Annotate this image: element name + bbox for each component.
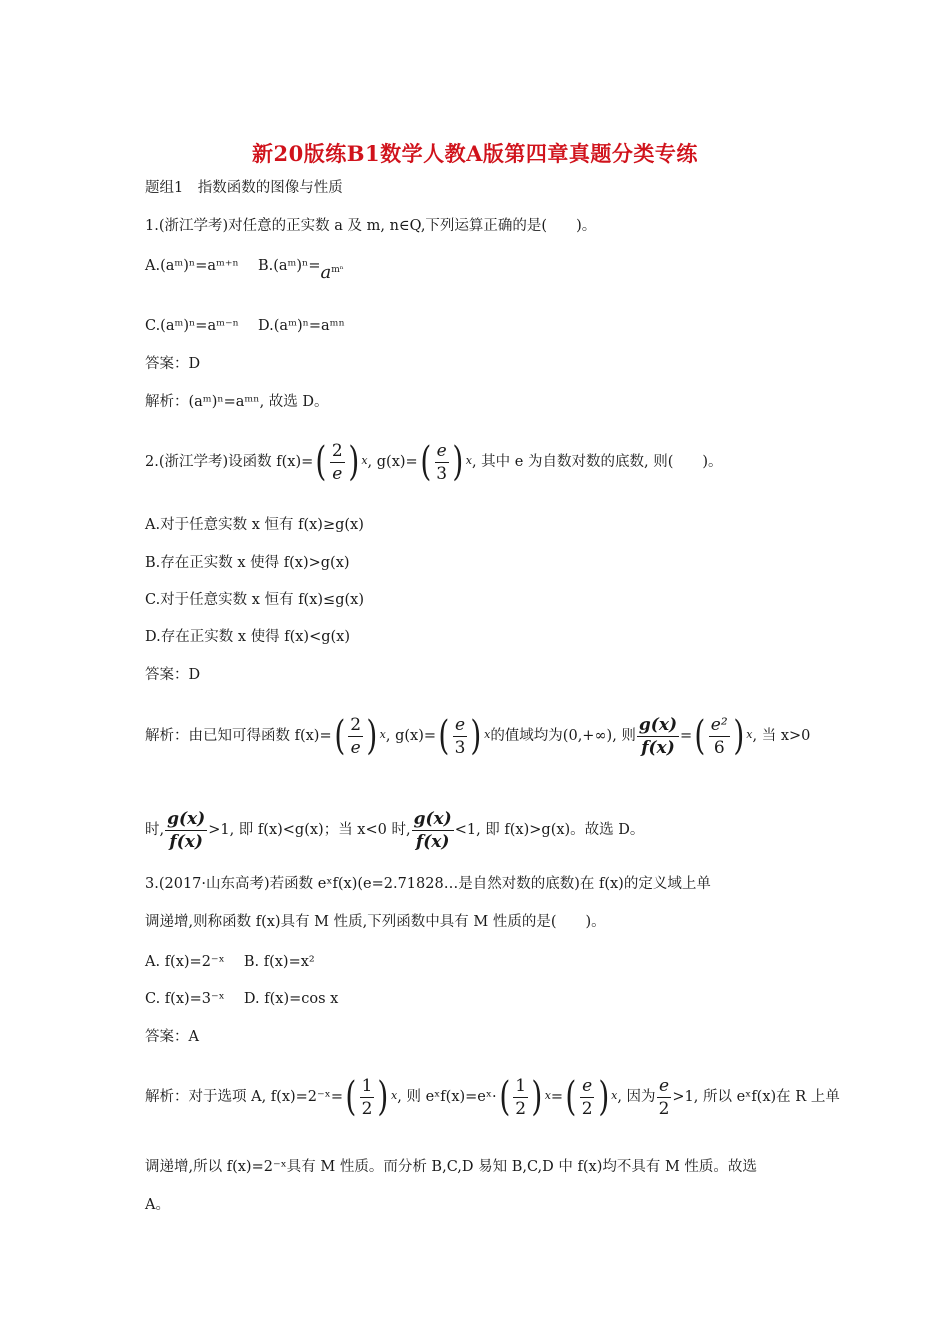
q1-options-ab <box>145 255 344 283</box>
q2-analysis-line1: 解析：由已知可得函数 f(x)= ( $\frac{2}{e}$ ) x , g(x)= ( $\frac{e}{3}$ ) x 的值域均为(0,+∞), 则 $\frac{g(x)}{f(x)}$ = ( $\frac{\text{e²}}{6}$ ) x , 当 x>0 <box>145 713 811 759</box>
q1-option-c: C.(aᵐ)ⁿ=aᵐ⁻ⁿ <box>145 318 239 334</box>
fraction-e-over-2: ( $\frac{e}{2}$ ) x <box>565 1074 618 1120</box>
q3-stem-line1: 3.(2017·山东高考)若函数 eˣf(x)(e=2.71828…是自然对数的底数)在 f(x)的定义域上单 <box>145 876 711 892</box>
q3-options-cd: C. f(x)=3⁻ˣ D. f(x)=cos x <box>145 991 339 1007</box>
fraction-1-over-2: ( $\frac{1}{2}$ ) x <box>345 1074 398 1120</box>
q1-option-b: B.(aᵐ)ⁿ= <box>257 258 321 274</box>
q2-option-a: A.对于任意实数 x 恒有 f(x)≥g(x) <box>145 517 364 533</box>
q1-analysis: 解析：(aᵐ)ⁿ=aᵐⁿ, 故选 D。 <box>145 394 329 410</box>
q2-analysis-line2: 时, $\frac{g(x)}{f(x)}$ >1, 即 f(x)<g(x)；当 x<0 时, $\frac{g(x)}{f(x)}$ <1, 即 f(x)>g(x)。故选 D。 <box>145 808 645 852</box>
q2-option-d: D.存在正实数 x 使得 f(x)<g(x) <box>145 629 351 645</box>
q2-answer: 答案：D <box>145 667 201 683</box>
q2-stem: 2.(浙江学考)设函数 f(x)= ( $\frac{2}{e}$ ) x , g(x)= ( $\frac{e}{3}$ ) x , 其中 e 为自数对数的底数, 则( )。 <box>145 439 723 485</box>
fraction-g-over-f: $\frac{g(x)}{f(x)}$ <box>638 714 678 758</box>
q2-option-c: C.对于任意实数 x 恒有 f(x)≤g(x) <box>145 592 364 608</box>
q3-analysis-line3: A。 <box>145 1197 170 1213</box>
section-heading: 题组1 指数函数的图像与性质 <box>145 180 343 196</box>
q2-option-b: B.存在正实数 x 使得 f(x)>g(x) <box>145 555 350 571</box>
q3-answer: 答案：A <box>145 1029 199 1045</box>
q1-stem: 1.(浙江学考)对任意的正实数 a 及 m, n∈Q,下列运算正确的是( )。 <box>145 218 597 234</box>
fraction-e-over-3: ( $\frac{e}{3}$ ) x <box>420 439 472 485</box>
q1-option-b-expr: $a^{m^n}$ <box>320 262 344 283</box>
q3-options-ab: A. f(x)=2⁻ˣ B. f(x)=x² <box>145 954 315 970</box>
q3-analysis-line2: 调递增,所以 f(x)=2⁻ˣ具有 M 性质。而分析 B,C,D 易知 B,C,D 中 f(x)均不具有 M 性质。故选 <box>145 1159 757 1175</box>
q1-option-a: A.(aᵐ)ⁿ=aᵐ⁺ⁿ <box>145 258 239 274</box>
q1-options-cd <box>145 316 345 336</box>
fraction-e2-over-6: ( $\frac{\text{e²}}{6}$ ) x <box>694 713 753 759</box>
q3-analysis-line1: 解析：对于选项 A, f(x)=2⁻ˣ= ( $\frac{1}{2}$ ) x , 则 eˣf(x)=eˣ· ( $\frac{1}{2}$ ) x = ( $\frac{e}{2}$ ) x , 因为 $\frac{e}{2}$ >1, 所以 eˣf(x)在 R 上单 <box>145 1074 840 1120</box>
q3-stem-line2: 调递增,则称函数 f(x)具有 M 性质,下列函数中具有 M 性质的是( )。 <box>145 914 606 930</box>
page-title: 新20版练B1数学人教A版第四章真题分类专练 <box>252 141 698 166</box>
q1-answer: 答案：D <box>145 356 201 372</box>
fraction-2-over-e: ( $\frac{2}{e}$ ) x <box>315 439 368 485</box>
q1-option-d: D.(aᵐ)ⁿ=aᵐⁿ <box>258 318 345 334</box>
